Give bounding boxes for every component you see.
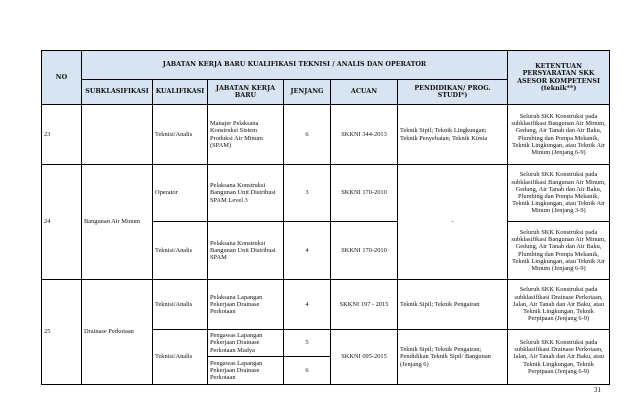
row-jenjang: 3 (284, 165, 331, 222)
header-jabatan-kerja: JABATAN KERJA BARU (208, 80, 284, 105)
row-ketentuan: Seluruh SKK Konstruksi pada subklasifikasi Bangunan Air Minum, Gedung, Air Tanah dan Air Baku, Plumbing dan Pompa Mekanik, Teknik Lingkungan, atau Teknik Air Minum (Jenjang 6-9) (508, 222, 610, 280)
row-ketentuan: Seluruh SKK Konstruksi pada subklasifikasi Drainase Perkotaan, Jalan, Air Tanah dan Air Baku, atau Teknik Lingkungan, Teknik Perpipaan (Jenjang 6-9) (508, 330, 610, 385)
page-number: 31 (594, 386, 601, 394)
header-pendidikan: PENDIDIKAN/ PROG. STUDI*) (398, 80, 508, 105)
row-jenjang: 6 (284, 357, 331, 385)
table-row (42, 105, 610, 165)
row-acuan: SKKNI 344-2013 (331, 105, 398, 165)
row-ketentuan: Seluruh SKK Konstruksi pada subklasifikasi Bangunan Air Minum, Gedung, Air Tanah dan Air Baku, Plumbing dan Pompa Mekanik, Teknik Lingkungan, atau Teknik Air Minum (Jenjang 3-9) (508, 165, 610, 222)
row-kualifikasi: Teknisi/Analis (153, 330, 208, 385)
row-jabatan: Pengawas Lapangan Pekerjaan Drainase Perkotaan (208, 357, 284, 385)
row-subklasifikasi: Bangunan Air Minum (82, 165, 153, 280)
row-jabatan: Pelaksana Konstruksi Bangunan Unit Distribusi SPAM Level 3 (208, 165, 284, 222)
row-jabatan: Pelaksana Lapangan Pekerjaan Drainase Perkotaan (208, 280, 284, 330)
table-row (42, 280, 610, 330)
header-acuan: ACUAN (331, 80, 398, 105)
row-pendidikan: Teknik Sipil; Teknik Lingkungan; Teknik Penyehatan; Teknik Kimia (398, 105, 508, 165)
row-acuan: SKKNI 170-2010 (331, 222, 398, 280)
qualification-table (41, 50, 610, 385)
row-jenjang: 4 (284, 222, 331, 280)
row-jenjang: 5 (284, 330, 331, 357)
row-jabatan: Pengawas Lapangan Pekerjaan Drainase Perkotaan Madya (208, 330, 284, 357)
row-ketentuan: Seluruh SKK Konstruksi pada subklasifikasi Drainase Perkotaan, Jalan, Air Tanah dan Air Baku, atau Teknik Lingkungan, Teknik Perpipaan (Jenjang 6-9) (508, 280, 610, 330)
row-kualifikasi: Teknisi/Analis (153, 222, 208, 280)
header-no: NO (42, 51, 82, 105)
table-row (42, 165, 610, 222)
header-group-title: JABATAN KERJA BARU KUALIFIKASI TEKNISI / ANALIS DAN OPERATOR (82, 51, 508, 80)
header-subklasifikasi: SUBKLASIFIKASI (82, 80, 153, 105)
row-kualifikasi: Teknisi/Analis (153, 280, 208, 330)
row-kualifikasi: Teknisi/Analis (153, 105, 208, 165)
row-jabatan: Manajer Pelaksana Konstruksi Sistem Produksi Air Minum (SPAM) (208, 105, 284, 165)
row-acuan: SKKNI 197 - 2015 (331, 280, 398, 330)
header-ketentuan: KETENTUAN PERSYARATAN SKK ASESOR KOMPETENSI (teknik**) (508, 51, 610, 105)
header-kualifikasi: KUALIFIKASI (153, 80, 208, 105)
row-kualifikasi: Operator (153, 165, 208, 222)
row-jenjang: 6 (284, 105, 331, 165)
row-pendidikan: Teknik Sipil; Teknik Pengairan; Pendidikan Teknik Sipil/ Bangunan (Jenjang 6) (398, 330, 508, 385)
row-jabatan: Pelaksana Konstruksi Bangunan Unit Distribusi SPAM (208, 222, 284, 280)
row-acuan: SKKNI 170-2010 (331, 165, 398, 222)
row-acuan: SKKNI 095-2015 (331, 330, 398, 385)
row-subklasifikasi (82, 105, 153, 165)
row-jenjang: 4 (284, 280, 331, 330)
row-no: 23 (42, 105, 82, 165)
row-no: 24 (42, 165, 82, 280)
row-pendidikan: Teknik Sipil; Teknik Pengairan (398, 280, 508, 330)
header-jenjang: JENJANG (284, 80, 331, 105)
row-pendidikan: - (398, 165, 508, 280)
row-no: 25 (42, 280, 82, 385)
row-subklasifikasi: Drainase Perkotaan (82, 280, 153, 385)
row-ketentuan: Seluruh SKK Konstruksi pada subklasifikasi Bangunan Air Minum, Gedung, Air Tanah dan Air Baku, Plumbing dan Pompa Mekanik, Teknik Lingkungan, atau Teknik Air Minum (Jenjang 6-9) (508, 105, 610, 165)
